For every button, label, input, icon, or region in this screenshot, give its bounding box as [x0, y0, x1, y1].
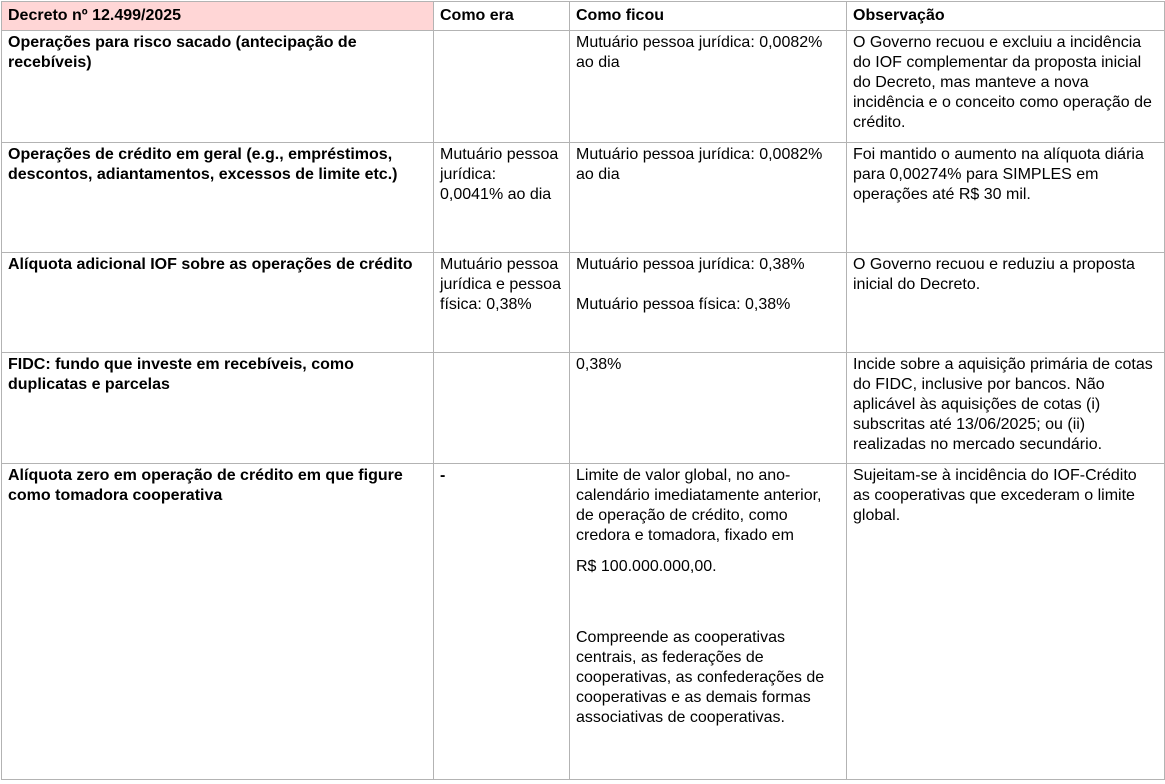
table-row: [2, 31, 1165, 143]
after-cell: [570, 253, 847, 353]
before-cell: -: [434, 464, 570, 780]
after-text: Mutuário pessoa jurídica: 0,0082% ao dia: [576, 146, 823, 183]
table-row: [2, 353, 1165, 464]
before-cell: Mutuário pessoa jurídica: 0,0041% ao dia: [434, 143, 570, 253]
after-cell: [570, 31, 847, 143]
before-cell: Mutuário pessoa jurídica e pessoa física: 0,38%: [434, 253, 570, 353]
note-cell: Incide sobre a aquisição primária de cotas do FIDC, inclusive por bancos. Não aplicável às aquisições de cotas (i) subscritas até 13/06/2025; ou (ii) realizadas no mercado secundário.: [847, 353, 1165, 464]
row-label: FIDC: fundo que investe em recebíveis, como duplicatas e parcelas: [2, 353, 434, 464]
note-cell: O Governo recuou e reduziu a proposta inicial do Decreto.: [847, 253, 1165, 353]
table-header-row: [2, 2, 1165, 31]
after-cell: [570, 464, 847, 780]
iof-decree-table: [1, 1, 1165, 780]
before-cell: [434, 353, 570, 464]
header-after: Como ficou: [570, 2, 847, 31]
paragraph-gap: [576, 275, 840, 295]
after-cell: [570, 143, 847, 253]
after-cell: [570, 353, 847, 464]
header-decree: Decreto nº 12.499/2025: [2, 2, 434, 31]
after-text: Compreende as cooperativas centrais, as federações de cooperativas, as confederações de cooperativas e as demais formas associativas de cooperativas.: [576, 629, 825, 726]
row-label: Alíquota zero em operação de crédito em que figure como tomadora cooperativa: [2, 464, 434, 780]
before-cell: [434, 31, 570, 143]
after-text: Limite de valor global, no ano-calendário imediatamente anterior, de operação de crédito, como credora e tomadora, fixado em: [576, 467, 822, 544]
note-cell: O Governo recuou e excluiu a incidência do IOF complementar da proposta inicial do Decreto, mas manteve a nova incidência e o conceito como operação de crédito.: [847, 31, 1165, 143]
after-text: Mutuário pessoa física: 0,38%: [576, 296, 791, 313]
row-label: Operações de crédito em geral (e.g., empréstimos, descontos, adiantamentos, excessos de limite etc.): [2, 143, 434, 253]
table-row: [2, 143, 1165, 253]
table-row: [2, 464, 1165, 780]
after-text: Mutuário pessoa jurídica: 0,38%: [576, 256, 805, 273]
after-text: R$ 100.000.000,00.: [576, 558, 717, 575]
header-note: Observação: [847, 2, 1165, 31]
row-label: Alíquota adicional IOF sobre as operações de crédito: [2, 253, 434, 353]
after-text: 0,38%: [576, 356, 622, 373]
row-label: Operações para risco sacado (antecipação de recebíveis): [2, 31, 434, 143]
header-before: Como era: [434, 2, 570, 31]
after-text: Mutuário pessoa jurídica: 0,0082% ao dia: [576, 34, 823, 71]
note-cell: Sujeitam-se à incidência do IOF-Crédito as cooperativas que excederam o limite global.: [847, 464, 1165, 780]
note-cell: Foi mantido o aumento na alíquota diária para 0,00274% para SIMPLES em operações até R$ 30 mil.: [847, 143, 1165, 253]
table-row: [2, 253, 1165, 353]
